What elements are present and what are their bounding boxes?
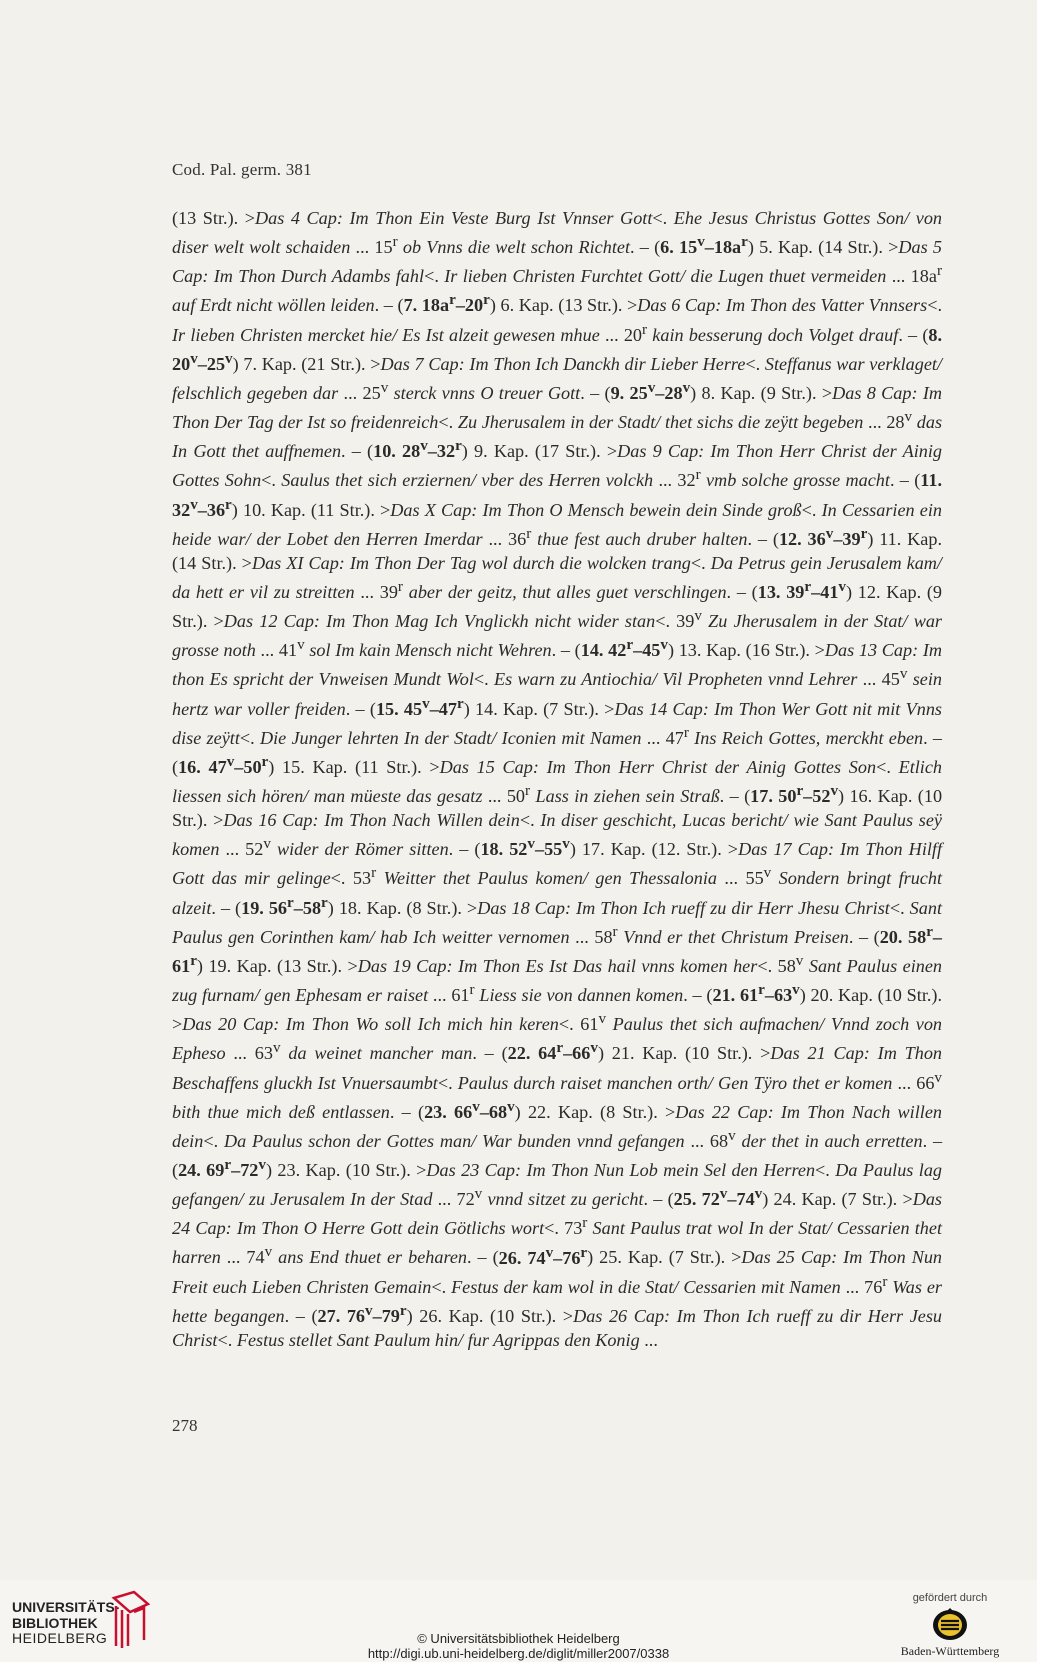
copyright-block <box>0 1631 1037 1661</box>
library-name-line2: BIBLIOTHEK <box>12 1614 98 1631</box>
funder-label: gefördert durch <box>912 1592 988 1604</box>
library-name-line1: UNIVERSITÄTS- <box>12 1599 120 1615</box>
footer-bar <box>0 1580 1037 1662</box>
body-paragraph: (13 Str.). >Das 4 Cap: Im Thon Ein Veste Burg Ist Vnnser Gott<. Ehe Jesus Christus Gottes Son/ von diser welt wolt schaiden ... 15$^r$ ob Vnns die welt schon Richtet. – (6. $15^v-18a^r$) 5. Kap. (14 Str.). >Das 5 Cap: Im Thon Durch Adambs fahl<. Ir lieben Christen Furchtet Gott/ die Lugen thuet vermeiden ... $18a^r$ auf Erdt nicht wöllen leiden. – (7. $18a^r-20^r$) 6. Kap. (13 Str.). >Das 6 Cap: Im Thon des Vatter Vnnsers<. Ir lieben Christen mercket hie/ Es Ist alzeit gewesen mhue ... 20$^r$ kain besserung doch Volget drauf. – (8. 20$^v$–25$^v$) 7. Kap. (21 Str.). >Das 7 Cap: Im Thon Ich Danckh dir Lieber Herre<. Steffanus war verklaget/ felschlich gegeben dar ... 25$^v$ sterck vnns O treuer Gott. – (9. 25$^v$–28$^v$) 8. Kap. (9 Str.). >Das 8 Cap: Im Thon Der Tag der Ist so freidenreich<. Zu Jherusalem in der Stadt/ thet sichs die zeÿtt begeben ... 28$^v$ das In Gott thet auffnemen. – (10. 28$^v$–32$^r$) 9. Kap. (17 Str.). >Das 9 Cap: Im Thon Herr Christ der Ainig Gottes Sohn<. Saulus thet sich erziernen/ vber des Herren volckh ... 32$^r$ vmb solche grosse macht. – (11. 32$^v$–36$^r$) 10. Kap. (11 Str.). >Das X Cap: Im Thon O Mensch bewein dein Sinde groß<. In Cessarien ein heide war/ der Lobet den Herren Imerdar ... 36$^r$ thue fest auch druber halten. – (12. 36$^v$–39$^r$) 11. Kap. (14 Str.). >Das XI Cap: Im Thon Der Tag wol durch die wolcken trang<. Da Petrus gein Jerusalem kam/ da hett er vil zu streitten ... 39$^r$ aber der geitz, thut alles guet verschlingen. – (13. 39$^r$–41$^v$) 12. Kap. (9 Str.). >Das 12 Cap: Im Thon Mag Ich Vnglickh nicht wider stan<. 39$^v$ Zu Jherusalem in der Stat/ war grosse noth ... 41$^v$ sol Im kain Mensch nicht Wehren. – (14. 42$^r$–45$^v$) 13. Kap. (16 Str.). >Das 13 Cap: Im thon Es spricht der Vnweisen Mundt Wol<. Es warn zu Antiochia/ Vil Propheten vnnd Lehrer ... 45$^v$ sein hertz war voller freiden. – (15. 45$^v$–47$^r$) 14. Kap. (7 Str.). >Das 14 Cap: Im Thon Wer Gott nit mit Vnns dise zeÿtt<. Die Junger lehrten In der Stadt/ Iconien mit Namen ... 47$^r$ Ins Reich Gottes, merckht eben. – (16. 47$^v$–50$^r$) 15. Kap. (11 Str.). >Das 15 Cap: Im Thon Herr Christ der Ainig Gottes Son<. Etlich liessen sich hören/ man müeste das gesatz ... 50$^r$ Lass in ziehen sein Straß. – (17. 50$^r$–52$^v$) 16. Kap. (10 Str.). >Das 16 Cap: Im Thon Nach Willen dein<. In diser geschicht, Lucas bericht/ wie Sant Paulus seÿ komen ... 52$^v$ wider der Römer sitten. – (18. 52$^v$–55$^v$) 17. Kap. (12. Str.). >Das 17 Cap: Im Thon Hilff Gott das mir gelinge<. 53$^r$ Weitter thet Paulus komen/ gen Thessalonia ... 55$^v$ Sondern bringt frucht alzeit. – (19. 56$^r$–58$^r$) 18. Kap. (8 Str.). >Das 18 Cap: Im Thon Ich rueff zu dir Herr Jhesu Christ<. Sant Paulus gen Corinthen kam/ hab Ich weitter vernomen ... 58$^r$ Vnnd er thet Christum Preisen. – (20. 58$^r$–61$^r$) 19. Kap. (13 Str.). >Das 19 Cap: Im Thon Es Ist Das hail vnns komen her<. 58$^v$ Sant Paulus einen zug furnam/ gen Ephesam er raiset ... 61$^r$ Liess sie von dannen komen. – (21. 61$^r$–63$^v$) 20. Kap. (10 Str.). >Das 20 Cap: Im Thon Wo soll Ich mich hin keren<. 61$^v$ Paulus thet sich aufmachen/ Vnnd zoch von Epheso ... 63$^v$ da weinet mancher man. – (22. 64$^r$–66$^v$) 21. Kap. (10 Str.). >Das 21 Cap: Im Thon Beschaffens gluckh Ist Vnuersaumbt<. Paulus durch raiset manchen orth/ Gen Tÿro thet er komen ... 66$^v$ bith thue mich deß entlassen. – (23. 66$^v$–68$^v$) 22. Kap. (8 Str.). >Das 22 Cap: Im Thon Nach willen dein<. Da Paulus schon der Gottes man/ War bunden vnnd gefangen ... 68$^v$ der thet in auch erretten. – (24. 69$^r$–72$^v$) 23. Kap. (10 Str.). >Das 23 Cap: Im Thon Nun Lob mein Sel den Herren<. Da Paulus lag gefangen/ zu Jerusalem In der Stad ... 72$^v$ vnnd sitzet zu gericht. – (25. 72$^v$–74$^v$) 24. Kap. (7 Str.). >Das 24 Cap: Im Thon O Herre Gott dein Götlichs wort<. 73$^r$ Sant Paulus trat wol In der Stat/ Cessarien thet harren ... 74$^v$ ans End thuet er beharen. – (26. 74$^v$–76$^r$) 25. Kap. (7 Str.). >Das 25 Cap: Im Thon Nun Freit euch Lieben Christen Gemain<. Festus der kam wol in die Stat/ Cessarien mit Namen ... 76$^r$ Was er hette begangen. – (27. 76$^v$–79$^r$) 26. Kap. (10 Str.). >Das 26 Cap: Im Thon Ich rueff zu dir Herr Jesu Christ<. Festus stellet Sant Paulum hin/ fur Agrippas den Konig ... <box>172 208 943 1350</box>
copyright-text: © Universitätsbibliothek Heidelberg <box>417 1631 620 1646</box>
funder-name: Baden-Württemberg <box>900 1644 1000 1658</box>
page-number: 278 <box>172 1416 198 1435</box>
library-name-line3: HEIDELBERG <box>12 1630 108 1646</box>
state-crest-icon <box>931 1608 969 1642</box>
funder-block <box>890 1592 1010 1659</box>
permalink[interactable]: http://digi.ub.uni-heidelberg.de/diglit/miller2007/0338 <box>367 1646 670 1661</box>
body-text <box>172 206 942 1352</box>
running-header: Cod. Pal. germ. 381 <box>172 160 312 179</box>
